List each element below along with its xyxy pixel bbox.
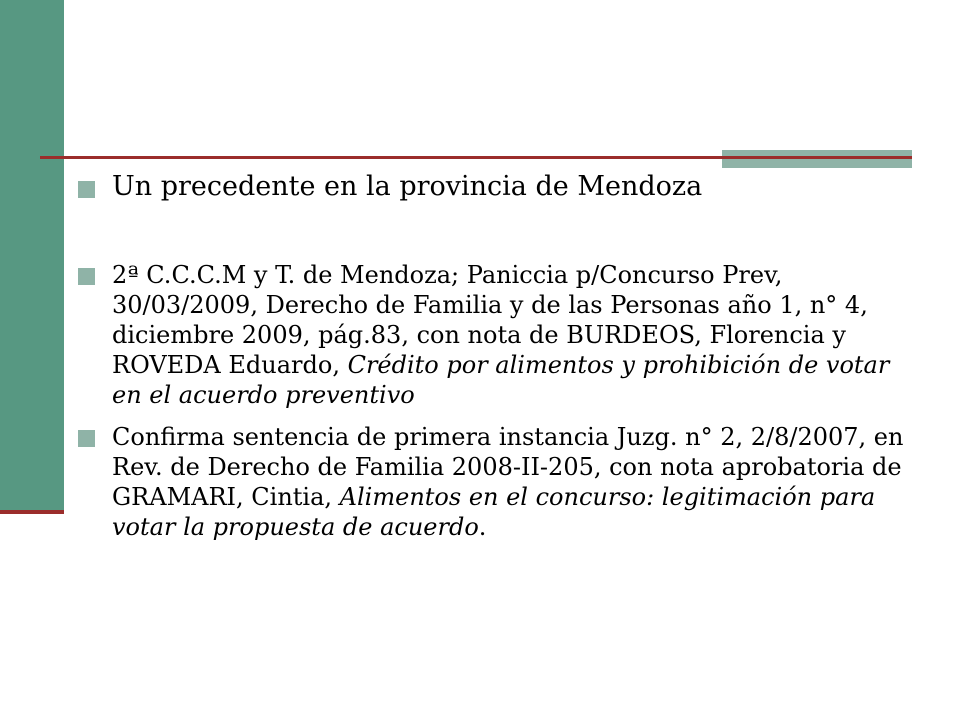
decorative-sidebar-edge <box>0 510 64 514</box>
bullet-item-1 <box>78 170 918 204</box>
bullet-text-2: 2ª C.C.C.M y T. de Mendoza; Paniccia p/Concurso Prev, 30/03/2009, Derecho de Familia y de las Personas año 1, n° 4, diciembre 2009, pág.83, con nota de BURDEOS, Florencia y ROVEDA Eduardo, <box>112 261 868 379</box>
bullet-item-2 <box>78 260 918 410</box>
square-bullet-icon <box>78 430 95 447</box>
title-divider-accent-line <box>722 156 912 159</box>
square-bullet-icon <box>78 181 95 198</box>
bullet-text-2-title: Crédito por alimentos y prohibición de votar en el acuerdo preventivo <box>112 351 890 409</box>
bullet-text-1: Un precedente en la provincia de Mendoza <box>112 171 703 202</box>
decorative-sidebar <box>0 0 64 510</box>
bullet-list <box>78 170 918 542</box>
square-bullet-icon <box>78 268 95 285</box>
bullet-text-3-title: Alimentos en el concurso: legitimación para votar la propuesta de acuerdo <box>112 483 876 541</box>
bullet-item-3 <box>78 422 918 542</box>
bullet-text-3: Confirma sentencia de primera instancia Juzg. n° 2, 2/8/2007, en Rev. de Derecho de Familia 2008-II-205, con nota aprobatoria de GRAMARI, Cintia, <box>112 423 904 511</box>
title-divider-accent <box>722 150 912 168</box>
bullet-text-3-end: . <box>478 513 487 541</box>
